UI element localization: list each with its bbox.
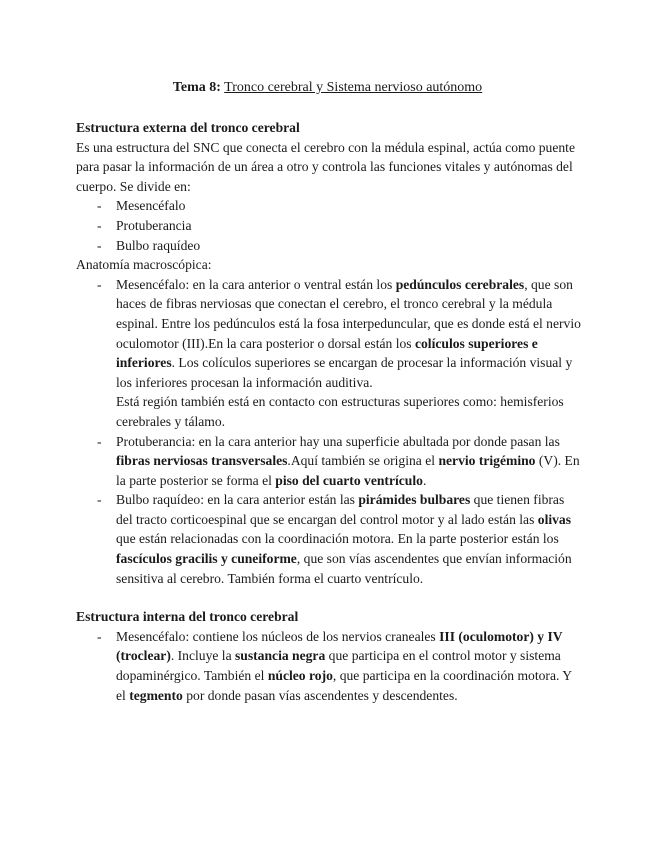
anatomy-label: Anatomía macroscópica: <box>76 257 212 273</box>
title-prefix: Tema 8: <box>172 80 221 95</box>
list-item-internal-mesencefalo <box>76 627 582 705</box>
division-label: Protuberancia <box>116 217 192 233</box>
bulbo-paragraph: Bulbo raquídeo: en la cara anterior están las pirámides bulbares que tienen fibras del tracto corticoespinal que se encargan del control motor y al lado están las olivas que están relacionadas con la coordinación motora. En la parte posterior están los fascículos gracilis y cuneiforme, que son vías ascendentes que envían información sensitiva al cerebro. También forma el cuarto ventrículo. <box>116 492 572 586</box>
anatomy-list <box>76 275 582 589</box>
page-title <box>0 78 655 98</box>
bullet-dash: - <box>97 217 102 233</box>
bullet-dash: - <box>97 237 102 253</box>
list-item-mesencefalo <box>76 275 582 432</box>
protuberancia-paragraph: Protuberancia: en la cara anterior hay una superficie abultada por donde pasan las fibras nerviosas transversales.Aquí también se origina el nervio trigémino (V). En la parte posterior se forma el piso del cuarto ventrículo. <box>116 433 580 488</box>
section-gap <box>76 588 582 607</box>
list-item <box>76 196 582 216</box>
bullet-dash: - <box>97 198 102 214</box>
internal-list <box>76 627 582 705</box>
mesencefalo-paragraph: Mesencéfalo: en la cara anterior o ventral están los pedúnculos cerebrales, que son haces de fibras nerviosas que conectan el cerebro, el tronco cerebral y la médula espinal. Entre los pedúnculos está la fosa interpeduncular, que es donde está el nervio oculomotor (III).En la cara posterior o dorsal están los colículos superiores e inferiores. Los colículos superiores se encargan de procesar la información visual y los inferiores procesan la información auditiva. <box>116 276 581 390</box>
bullet-dash: - <box>97 433 102 449</box>
division-label: Mesencéfalo <box>116 198 186 214</box>
internal-heading: Estructura interna del tronco cerebral <box>76 609 299 625</box>
list-item-bulbo <box>76 490 582 588</box>
divisions-list <box>76 196 582 255</box>
division-label: Bulbo raquídeo <box>116 237 201 253</box>
document-body <box>76 118 582 705</box>
external-intro: Es una estructura del SNC que conecta el cerebro con la médula espinal, actúa como puente para pasar la información de un área a otro y controla las funciones vitales y autónomas del cuerpo. Se divide en: <box>76 139 575 194</box>
external-heading: Estructura externa del tronco cerebral <box>76 120 300 135</box>
bullet-dash: - <box>97 628 102 644</box>
bullet-dash: - <box>97 276 102 292</box>
bullet-dash: - <box>97 492 102 508</box>
mesencefalo-note: Está región también está en contacto con estructuras superiores como: hemisferios cerebrales y tálamo. <box>116 394 564 429</box>
list-item <box>76 216 582 236</box>
list-item-protuberancia <box>76 432 582 491</box>
list-item <box>76 236 582 256</box>
internal-mesencefalo-paragraph: Mesencéfalo: contiene los núcleos de los nervios craneales III (oculomotor) y IV (troclear). Incluye la sustancia negra que participa en el control motor y sistema dopaminérgico. También el núcleo rojo, que participa en la coordinación motora. Y el tegmento por donde pasan vías ascendentes y descendentes. <box>116 628 572 703</box>
title-main: Tronco cerebral y Sistema nervioso autónomo <box>224 80 483 95</box>
